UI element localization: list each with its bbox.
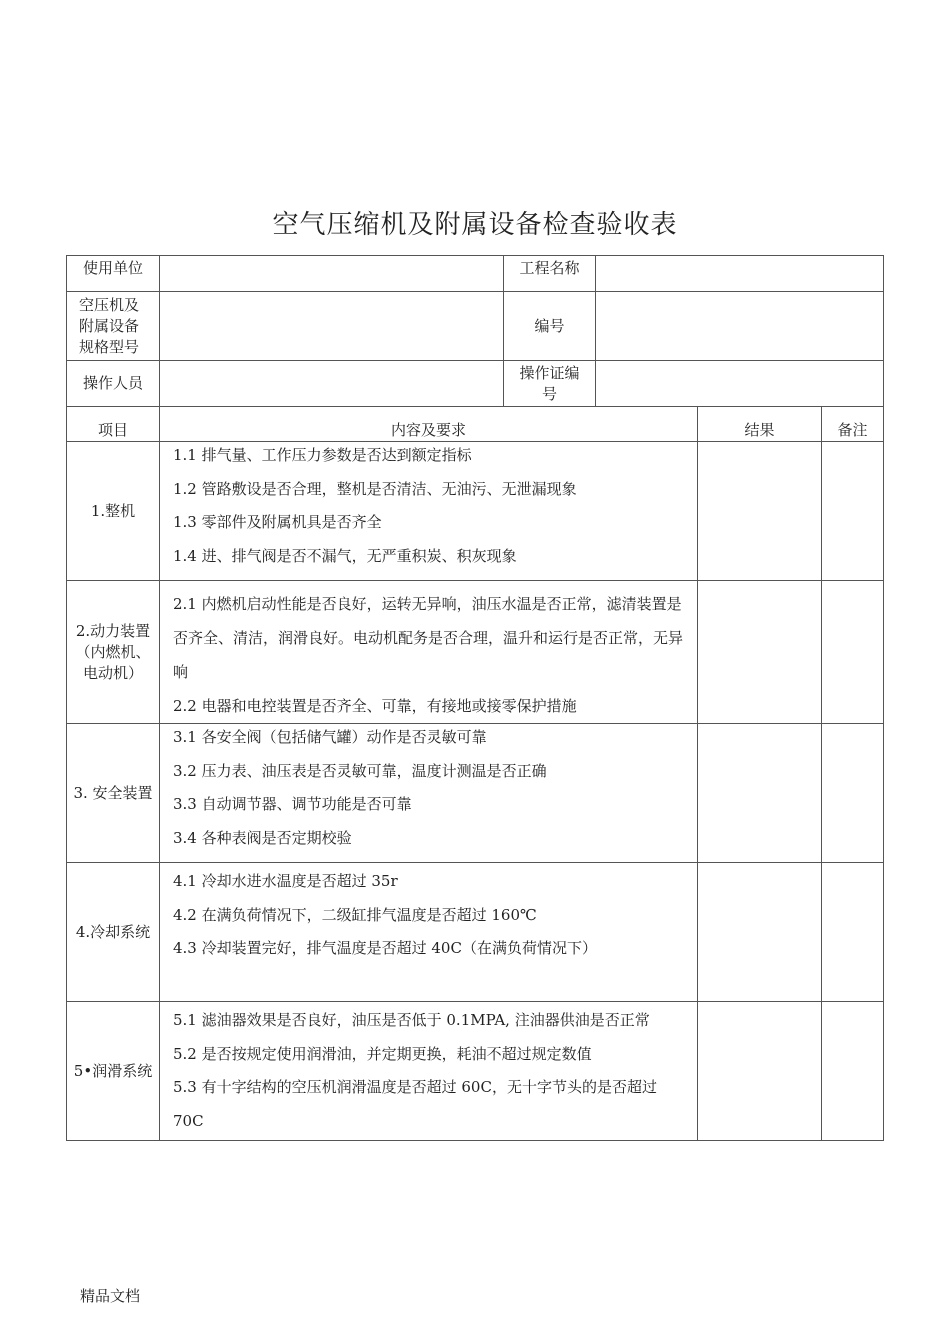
operator-field[interactable] [160,361,504,407]
requirement-item: 1.3 零部件及附属机具是否齐全 [173,513,382,531]
result-cell[interactable] [698,442,822,581]
section-row [67,442,884,581]
section-content [160,581,698,724]
page-title: 空气压缩机及附属设备检查验收表 [272,210,678,240]
section-name: 5•润滑系统 [67,1002,160,1141]
requirement-item: 1.2 管路敷设是否合理，整机是否清洁、无油污、无泄漏现象 [173,479,577,498]
info-row-model [67,292,884,361]
requirement-item: 4.3 冷却装置完好，排气温度是否超过 40C（在满负荷情况下） [173,939,597,957]
section-content [160,442,698,581]
section-row [67,581,884,724]
header-content: 内容及要求 [160,407,698,442]
operator-label: 操作人员 [67,361,160,407]
requirement-item: 2.1 内燃机启动性能是否良好，运转无异响，油压水温是否正常，滤清装置是否齐全、清洁，润滑良好。电动机配务是否合理，温升和运行是否正常，无异响 [173,595,684,681]
section-content [160,724,698,863]
header-result: 结果 [698,407,822,442]
result-cell[interactable] [698,724,822,863]
result-cell[interactable] [698,863,822,1002]
section-name: 2.动力装置（内燃机、电动机） [67,581,160,724]
model-field[interactable] [160,292,504,361]
section-content [160,863,698,1002]
info-table [66,255,884,407]
project-field[interactable] [596,256,884,292]
requirement-item: 5.2 是否按规定使用润滑油，并定期更换，耗油不超过规定数值 [173,1044,592,1063]
section-row [67,724,884,863]
requirement-item: 4.2 在满负荷情况下，二级缸排气温度是否超过 160℃ [173,905,537,924]
requirement-item: 4.1 冷却水进水温度是否超过 35r [173,872,398,890]
section-content [160,1002,698,1141]
requirement-item: 3.2 压力表、油压表是否灵敏可靠，温度计测温是否正确 [173,761,547,780]
cert-label: 操作证编号 [504,361,596,407]
unit-field[interactable] [160,256,504,292]
section-name: 1.整机 [67,442,160,581]
result-cell[interactable] [698,1002,822,1141]
inspection-table [66,406,884,1141]
number-field[interactable] [596,292,884,361]
section-name: 3. 安全装置 [67,724,160,863]
remark-cell[interactable] [822,442,884,581]
requirement-item: 5.1 滤油器效果是否良好，油压是否低于 0.1MPA, 注油器供油是否正常 [173,1011,650,1029]
project-label: 工程名称 [504,256,596,292]
section-row [67,863,884,1002]
requirement-item: 1.1 排气量、工作压力参数是否达到额定指标 [173,446,472,464]
cert-field[interactable] [596,361,884,407]
info-row-operator [67,361,884,407]
result-cell[interactable] [698,581,822,724]
requirement-item: 2.2 电器和电控装置是否齐全、可靠，有接地或接零保护措施 [173,697,577,715]
requirement-item: 3.1 各安全阀（包括储气罐）动作是否灵敏可靠 [173,728,487,746]
footer-note: 精品文档 [80,1287,141,1305]
remark-cell[interactable] [822,724,884,863]
number-label: 编号 [504,292,596,361]
requirement-item: 1.4 进、排气阀是否不漏气，无严重积炭、积灰现象 [173,546,517,565]
header-row [67,407,884,442]
header-remark: 备注 [822,407,884,442]
unit-label: 使用单位 [67,256,160,292]
section-row [67,1002,884,1141]
requirement-item: 5.3 有十字结构的空压机润滑温度是否超过 60C，无十字节头的是否超过 70C [173,1078,657,1130]
header-item: 项目 [67,407,160,442]
remark-cell[interactable] [822,863,884,1002]
requirement-item: 3.3 自动调节器、调节功能是否可靠 [173,795,412,813]
remark-cell[interactable] [822,1002,884,1141]
section-name: 4.冷却系统 [67,863,160,1002]
info-row-unit [67,256,884,292]
model-label: 空压机及附属设备规格型号 [67,292,160,361]
remark-cell[interactable] [822,581,884,724]
requirement-item: 3.4 各种表阀是否定期校验 [173,828,352,847]
